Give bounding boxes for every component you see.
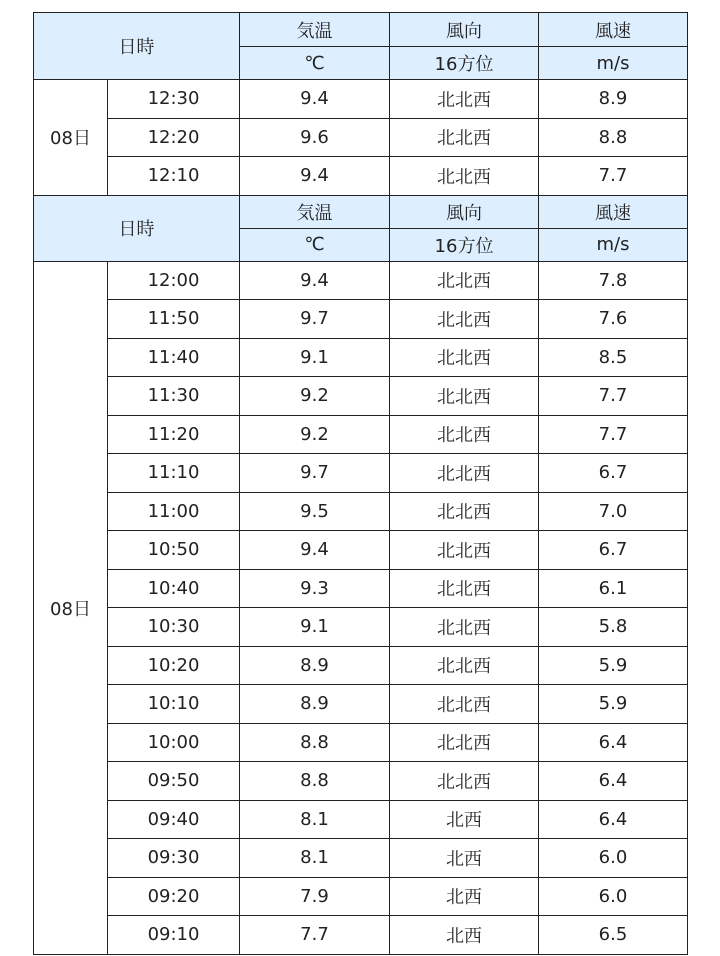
header-temp-unit: ℃ (240, 47, 390, 80)
table-row (34, 723, 688, 762)
time-cell: 10:40 (108, 569, 240, 608)
weather-table-body (34, 13, 688, 955)
wind-speed-cell: 6.0 (539, 839, 688, 878)
time-cell: 09:30 (108, 839, 240, 878)
table-row (34, 454, 688, 493)
wind-speed-cell: 6.4 (539, 723, 688, 762)
header-datetime: 日時 (34, 13, 240, 80)
header-wind-direction-unit: 16方位 (390, 228, 539, 261)
table-row (34, 839, 688, 878)
wind-direction-cell: 北北西 (390, 338, 539, 377)
table-row (34, 762, 688, 801)
wind-direction-cell: 北北西 (390, 492, 539, 531)
temp-cell: 9.4 (240, 531, 390, 570)
wind-direction-cell: 北北西 (390, 608, 539, 647)
temp-cell: 8.9 (240, 646, 390, 685)
temp-cell: 9.5 (240, 492, 390, 531)
temp-cell: 9.6 (240, 118, 390, 157)
wind-speed-cell: 7.0 (539, 492, 688, 531)
table-row (34, 261, 688, 300)
temp-cell: 9.7 (240, 454, 390, 493)
time-cell: 12:00 (108, 261, 240, 300)
wind-speed-cell: 6.4 (539, 762, 688, 801)
temp-cell: 8.8 (240, 762, 390, 801)
table-row (34, 685, 688, 724)
wind-direction-cell: 北北西 (390, 531, 539, 570)
wind-direction-cell: 北西 (390, 800, 539, 839)
wind-direction-cell: 北北西 (390, 80, 539, 119)
table-row (34, 569, 688, 608)
header-wind-speed-unit: m/s (539, 228, 688, 261)
temp-cell: 9.4 (240, 157, 390, 196)
wind-direction-cell: 北北西 (390, 118, 539, 157)
table-row (34, 608, 688, 647)
table-row (34, 118, 688, 157)
table-row (34, 646, 688, 685)
time-cell: 10:20 (108, 646, 240, 685)
weather-table (33, 12, 688, 955)
temp-cell: 8.1 (240, 839, 390, 878)
header-temp: 気温 (240, 195, 390, 228)
wind-speed-cell: 6.5 (539, 916, 688, 955)
wind-direction-cell: 北北西 (390, 762, 539, 801)
wind-direction-cell: 北北西 (390, 646, 539, 685)
time-cell: 11:40 (108, 338, 240, 377)
time-cell: 09:40 (108, 800, 240, 839)
temp-cell: 9.1 (240, 608, 390, 647)
wind-direction-cell: 北北西 (390, 300, 539, 339)
temp-cell: 9.2 (240, 377, 390, 416)
wind-speed-cell: 5.9 (539, 646, 688, 685)
table-row (34, 300, 688, 339)
wind-speed-cell: 6.0 (539, 877, 688, 916)
header-temp-unit: ℃ (240, 228, 390, 261)
time-cell: 10:00 (108, 723, 240, 762)
header-wind-speed: 風速 (539, 195, 688, 228)
time-cell: 12:30 (108, 80, 240, 119)
table-row (34, 916, 688, 955)
header-row (34, 195, 688, 228)
header-wind-speed: 風速 (539, 13, 688, 47)
day-cell: 08日 (34, 80, 108, 196)
wind-speed-cell: 8.8 (539, 118, 688, 157)
time-cell: 09:20 (108, 877, 240, 916)
day-cell: 08日 (34, 261, 108, 954)
wind-direction-cell: 北北西 (390, 723, 539, 762)
header-wind-direction: 風向 (390, 13, 539, 47)
temp-cell: 9.3 (240, 569, 390, 608)
wind-speed-cell: 8.5 (539, 338, 688, 377)
wind-speed-cell: 7.7 (539, 157, 688, 196)
table-row (34, 377, 688, 416)
wind-direction-cell: 北西 (390, 916, 539, 955)
temp-cell: 9.7 (240, 300, 390, 339)
header-wind-speed-unit: m/s (539, 47, 688, 80)
header-wind-direction-unit: 16方位 (390, 47, 539, 80)
table-row (34, 531, 688, 570)
temp-cell: 7.7 (240, 916, 390, 955)
wind-direction-cell: 北北西 (390, 569, 539, 608)
temp-cell: 9.1 (240, 338, 390, 377)
temp-cell: 8.9 (240, 685, 390, 724)
wind-direction-cell: 北西 (390, 839, 539, 878)
header-temp: 気温 (240, 13, 390, 47)
wind-direction-cell: 北北西 (390, 157, 539, 196)
wind-speed-cell: 8.9 (539, 80, 688, 119)
temp-cell: 9.2 (240, 415, 390, 454)
time-cell: 11:30 (108, 377, 240, 416)
wind-speed-cell: 5.9 (539, 685, 688, 724)
time-cell: 11:20 (108, 415, 240, 454)
wind-direction-cell: 北西 (390, 877, 539, 916)
time-cell: 10:50 (108, 531, 240, 570)
wind-direction-cell: 北北西 (390, 454, 539, 493)
temp-cell: 8.8 (240, 723, 390, 762)
temp-cell: 7.9 (240, 877, 390, 916)
time-cell: 09:10 (108, 916, 240, 955)
wind-direction-cell: 北北西 (390, 415, 539, 454)
table-row (34, 492, 688, 531)
wind-speed-cell: 7.7 (539, 377, 688, 416)
time-cell: 12:20 (108, 118, 240, 157)
time-cell: 12:10 (108, 157, 240, 196)
temp-cell: 9.4 (240, 261, 390, 300)
table-row (34, 80, 688, 119)
time-cell: 10:30 (108, 608, 240, 647)
time-cell: 10:10 (108, 685, 240, 724)
time-cell: 11:10 (108, 454, 240, 493)
header-row (34, 13, 688, 47)
table-row (34, 800, 688, 839)
header-datetime: 日時 (34, 195, 240, 261)
wind-direction-cell: 北北西 (390, 685, 539, 724)
wind-direction-cell: 北北西 (390, 377, 539, 416)
table-row (34, 415, 688, 454)
wind-speed-cell: 7.8 (539, 261, 688, 300)
wind-speed-cell: 6.7 (539, 454, 688, 493)
table-row (34, 338, 688, 377)
header-wind-direction: 風向 (390, 195, 539, 228)
wind-direction-cell: 北北西 (390, 261, 539, 300)
wind-speed-cell: 6.1 (539, 569, 688, 608)
time-cell: 11:50 (108, 300, 240, 339)
table-row (34, 877, 688, 916)
wind-speed-cell: 5.8 (539, 608, 688, 647)
wind-speed-cell: 6.7 (539, 531, 688, 570)
wind-speed-cell: 7.6 (539, 300, 688, 339)
table-row (34, 157, 688, 196)
wind-speed-cell: 7.7 (539, 415, 688, 454)
time-cell: 11:00 (108, 492, 240, 531)
temp-cell: 8.1 (240, 800, 390, 839)
time-cell: 09:50 (108, 762, 240, 801)
temp-cell: 9.4 (240, 80, 390, 119)
wind-speed-cell: 6.4 (539, 800, 688, 839)
